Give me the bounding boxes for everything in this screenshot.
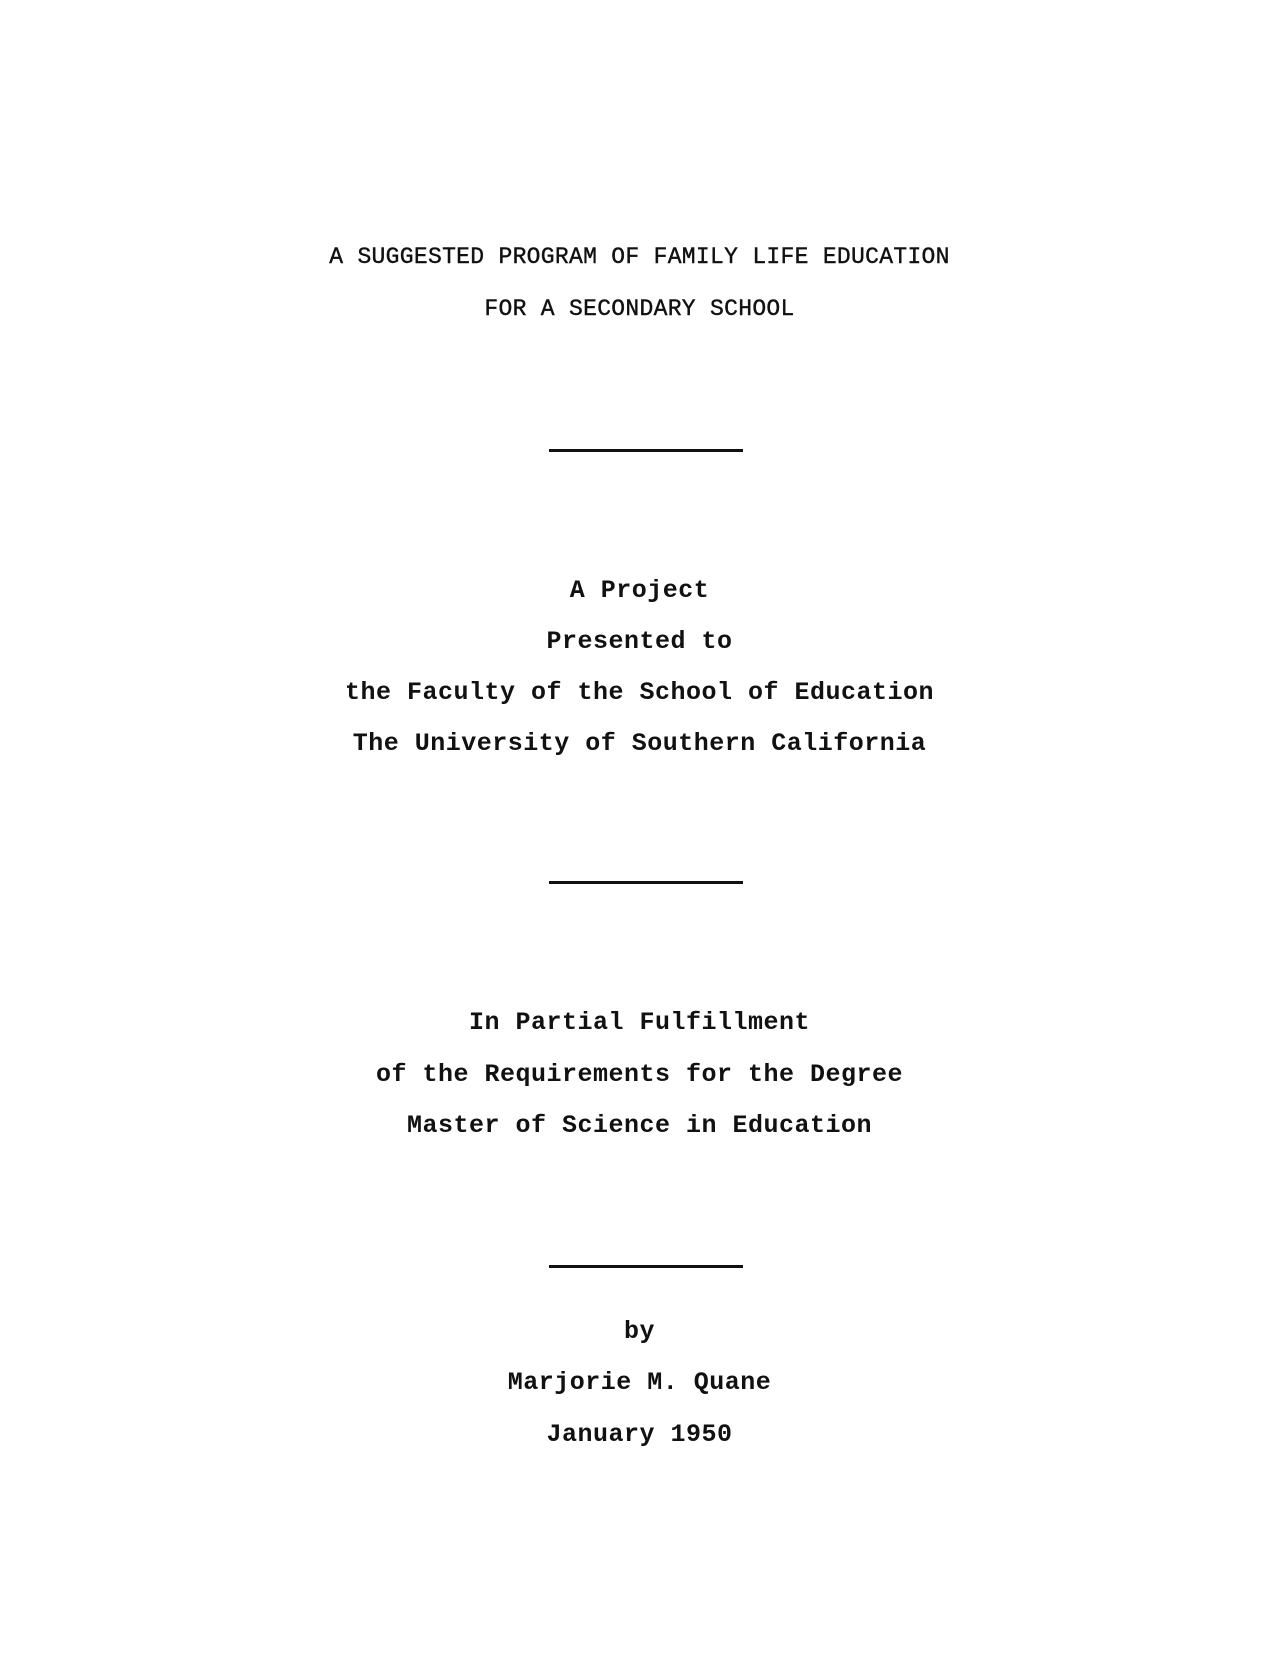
degree-line: Master of Science in Education: [406, 1111, 873, 1140]
author-name: Marjorie M. Quane: [507, 1368, 772, 1397]
thesis-title-line-1: A SUGGESTED PROGRAM OF FAMILY LIFE EDUCATION: [329, 244, 950, 270]
project-label: A Project: [569, 576, 710, 605]
presented-to-label: Presented to: [546, 627, 733, 656]
university-line: The University of Southern California: [352, 729, 927, 758]
faculty-line: the Faculty of the School of Education: [344, 678, 935, 707]
fulfillment-line-2: of the Requirements for the Degree: [375, 1060, 904, 1089]
by-label: by: [623, 1317, 655, 1346]
thesis-title-line-2: FOR A SECONDARY SCHOOL: [484, 296, 795, 322]
section-divider-3: [549, 1265, 743, 1268]
fulfillment-line-1: In Partial Fulfillment: [468, 1008, 811, 1037]
section-divider-1: [549, 449, 743, 452]
submission-date: January 1950: [546, 1420, 733, 1449]
section-divider-2: [549, 881, 743, 884]
